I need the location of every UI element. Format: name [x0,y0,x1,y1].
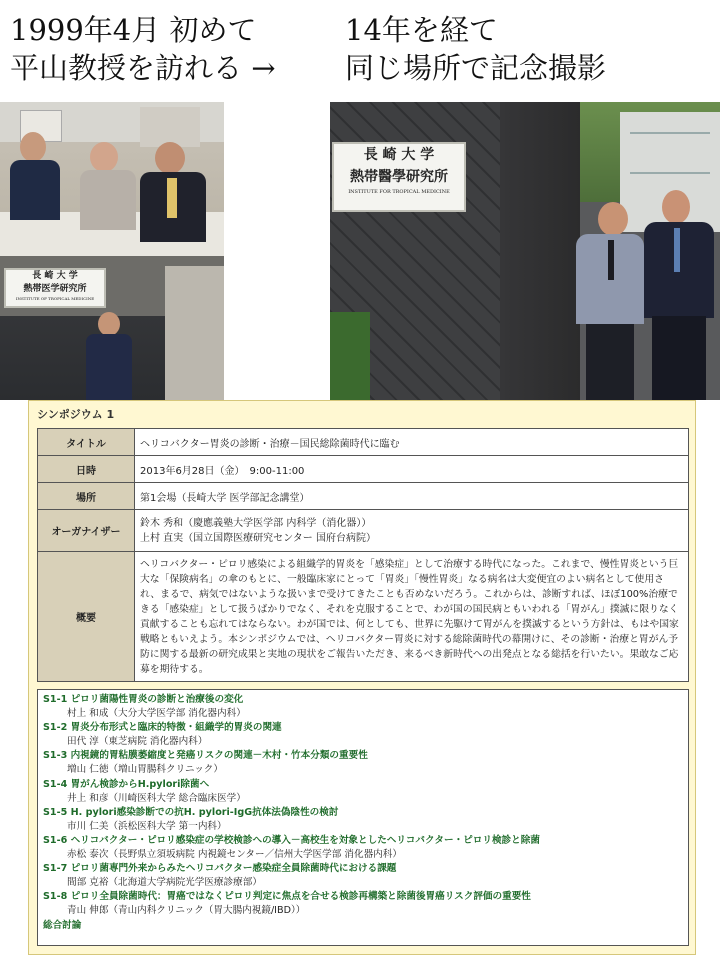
row-key-venue: 場所 [38,483,135,510]
talk-title: S1-1 ピロリ菌陽性胃炎の診断と治療後の変化 [43,694,244,705]
tropical-medicine-sign-small: 長 崎 大 学 熱帯医学研究所 INSTITUTE OF TROPICAL MEDICINE [4,268,106,308]
photo-2013-sign [330,102,720,400]
general-discussion: 総合討論 [43,919,82,931]
symposium-panel [28,400,696,955]
row-value-datetime: 2013年6月28日（金） 9:00-11:00 [135,456,689,483]
tropical-medicine-sign-large: 長 崎 大 学 熱帯醫學研究所 INSTITUTE FOR TROPICAL MEDICINE [332,142,466,212]
right-caption-line1: 14年を経て [345,13,498,47]
table-row [38,510,689,552]
row-value-summary: ヘリコバクター・ピロリ感染による組織学的胃炎を「感染症」として治療する時代になった。これまで、慢性胃炎という巨大な「保険病名」の傘のもとに、一般臨床家にとって「胃炎」「慢性胃炎」なる病名は大変便宜のよい病名として使用され、まるで、病気ではないような扱いまで受けてきたことも否めないだろう。これからは、診断すれば、ほぼ100%治療できる「感染症」として扱うばかりでなく、それを克服することで、わが国の国民病ともいわれる「胃がん」撲滅に限りなく貢献することも忘れてはならない。わが国では、何としても、世界に先駆けて胃がんを撲滅するという方針は、もはや国家戦略ともいえよう。本シンポジウムでは、ヘリコバクター胃炎に対する総除菌時代の幕開けに、その診断・治療と胃がん予防に関する最新の研究成果と実地の現状をご報告いただき、来るべき新時代への出発点となる総括を行いたい。果敢なご応募を期待する。 [135,552,689,682]
talk-speaker: 村上 和成（大分大学医学部 消化器内科） [67,708,246,720]
table-row [38,456,689,483]
list-item [43,890,683,918]
talk-title: S1-2 胃炎分布形式と臨床的特徴・組織学的胃炎の関連 [43,722,282,734]
talk-speaker: 井上 和彦（川崎医科大学 総合臨床医学） [67,792,246,804]
talk-title: S1-3 内視鏡的胃粘膜萎縮度と発癌リスクの関連－木村・竹本分類の重要性 [43,750,368,762]
talk-speaker: 青山 伸郎（青山内科クリニック（胃大腸内視鏡/IBD）） [67,905,306,917]
talk-title: S1-5 H. pylori感染診断での抗H. pylori-IgG抗体法偽陰性の検討 [43,806,339,818]
row-key-datetime: 日時 [38,456,135,483]
talk-title: S1-4 胃がん検診からH.pylori除菌へ [43,778,210,790]
left-caption-line1: 1999年4月 初めて [10,13,257,47]
list-item [43,806,683,834]
table-row [38,552,689,682]
list-item [43,721,683,749]
list-item [43,778,683,806]
talk-speaker: 市川 仁美（浜松医科大学 第一内科） [67,820,227,832]
table-row [38,429,689,456]
row-key-organizer: オーガナイザー [38,510,135,552]
left-caption-line2: 平山教授を訪れる → [10,51,276,85]
talk-speaker: 間部 克裕（北海道大学病院光学医療診療部） [67,877,262,889]
symposium-info-table [37,428,689,682]
row-key-title: タイトル [38,429,135,456]
talk-title: S1-6 ヘリコバクター・ピロリ感染症の学校検診への導入－高校生を対象としたヘリコバクター・ピロリ検診と除菌 [43,834,540,846]
table-row [38,483,689,510]
talk-title: S1-7 ピロリ菌専門外来からみたヘリコバクター感染症全員除菌時代における課題 [43,863,397,875]
row-key-summary: 概要 [38,552,135,682]
talk-list [37,689,689,946]
talk-speaker: 増山 仁徳（増山胃腸科クリニック） [67,764,223,776]
list-item [43,834,683,862]
photo-1999-office [0,102,224,256]
row-value-title: ヘリコバクター胃炎の診断・治療－国民総除菌時代に臨む [135,429,689,456]
list-item [43,749,683,777]
photo-1999-sign [0,256,224,400]
list-item [43,862,683,890]
list-item [43,919,683,933]
talk-title: S1-8 ピロリ全員除菌時代：胃癌ではなくピロリ判定に焦点を合せる検診再構築と除菌後胃癌リスク評価の重要性 [43,891,531,903]
row-value-venue: 第1会場（長崎大学 医学部記念講堂） [135,483,689,510]
right-caption-line2: 同じ場所で記念撮影 [345,51,607,85]
list-item [43,693,683,721]
talk-speaker: 田代 淳（東芝病院 消化器内科） [67,736,208,748]
symposium-header: シンポジウム 1 [37,408,115,421]
talk-speaker: 赤松 泰次（長野県立須坂病院 内視鏡センター／信州大学医学部 消化器内科） [67,849,402,861]
row-value-organizer: 鈴木 秀和（慶應義塾大学医学部 内科学（消化器）） 上村 直実（国立国際医療研究センター 国府台病院） [135,510,689,552]
